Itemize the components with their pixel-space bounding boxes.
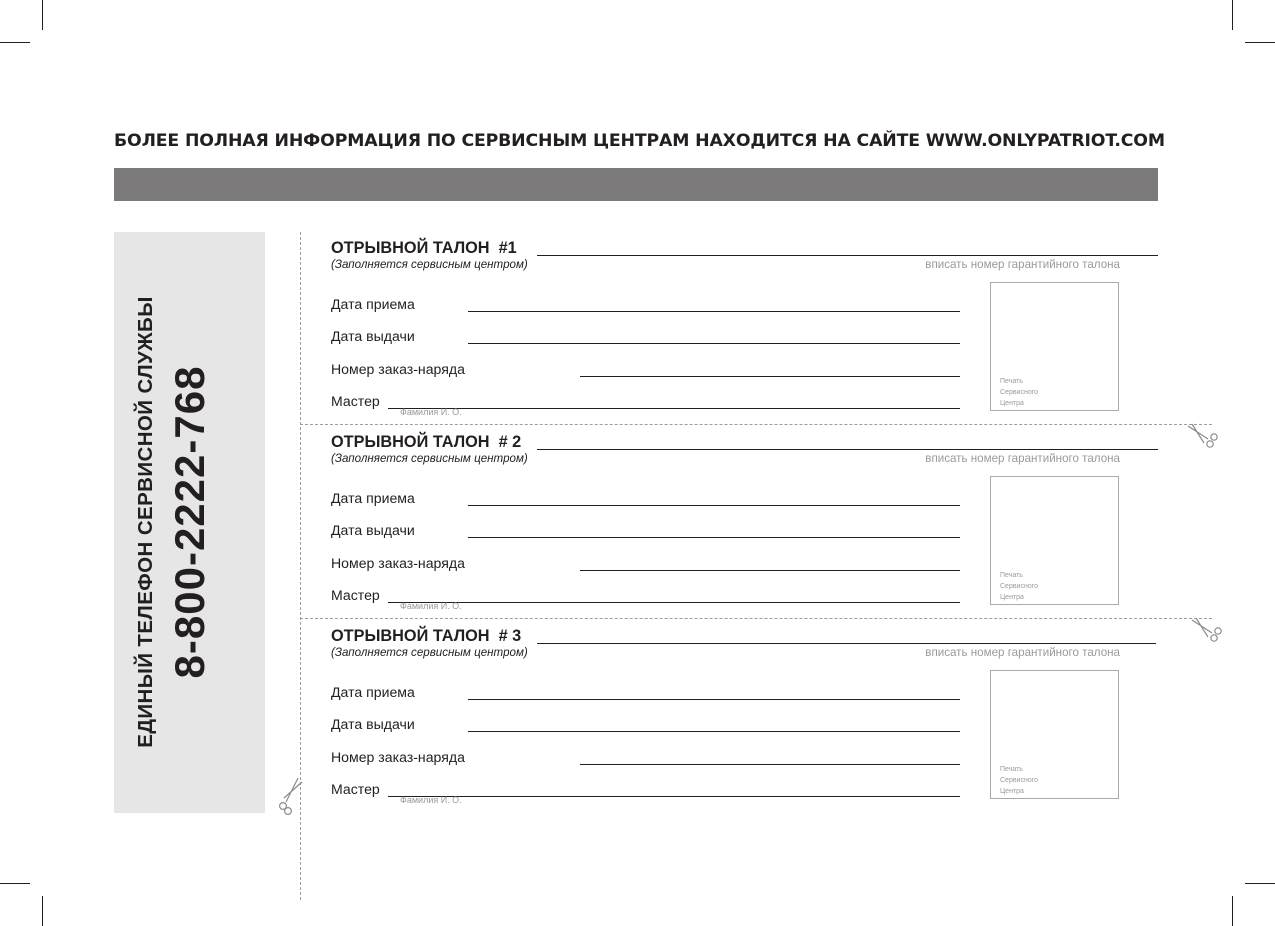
order-number-label: Номер заказ-наряда: [331, 361, 465, 377]
stamp-label: Центра: [1000, 594, 1024, 601]
warranty-number-hint: вписать номер гарантийного талона: [925, 646, 1120, 659]
stamp-box: [990, 476, 1119, 605]
stamp-label: Сервисного: [1000, 777, 1039, 784]
coupon-subtitle: (Заполняется сервисным центром): [331, 258, 528, 271]
stamp-label: Центра: [1000, 788, 1024, 795]
coupon-title: ОТРЫВНОЙ ТАЛОН # 3: [331, 627, 522, 645]
crop-mark: [1245, 883, 1275, 884]
issue-date-field[interactable]: [468, 731, 960, 732]
stamp-label: Печать: [1000, 378, 1023, 385]
receive-date-label: Дата приема: [331, 684, 415, 700]
warranty-number-hint: вписать номер гарантийного талона: [925, 452, 1120, 465]
order-number-field[interactable]: [580, 764, 960, 765]
scissors-icon: [276, 776, 306, 816]
coupon-title: ОТРЫВНОЙ ТАЛОН # 2: [331, 433, 522, 451]
scissors-icon: [1186, 422, 1220, 452]
crop-mark: [42, 0, 43, 30]
stamp-label: Печать: [1000, 572, 1023, 579]
service-info-heading: БОЛЕЕ ПОЛНАЯ ИНФОРМАЦИЯ ПО СЕРВИСНЫМ ЦЕНТРАМ НАХОДИТСЯ НА САЙТЕ WWW.ONLYPATRIOT.COM: [114, 131, 1165, 151]
crop-mark: [42, 896, 43, 926]
order-number-field[interactable]: [580, 570, 960, 571]
crop-mark: [0, 42, 30, 43]
master-name-hint: Фамилия И. О.: [400, 407, 462, 417]
coupon-subtitle: (Заполняется сервисным центром): [331, 646, 528, 659]
coupon-subtitle: (Заполняется сервисным центром): [331, 452, 528, 465]
scissors-icon: [1190, 616, 1224, 646]
master-field[interactable]: [388, 408, 960, 409]
issue-date-field[interactable]: [468, 537, 960, 538]
crop-mark: [0, 883, 30, 884]
order-number-label: Номер заказ-наряда: [331, 749, 465, 765]
service-phone-number: 8-800-2222-768: [166, 365, 213, 679]
crop-mark: [1245, 42, 1275, 43]
warranty-number-hint: вписать номер гарантийного талона: [925, 258, 1120, 271]
stamp-label: Сервисного: [1000, 389, 1039, 396]
issue-date-label: Дата выдачи: [331, 716, 415, 732]
master-label: Мастер: [331, 587, 380, 603]
receive-date-field[interactable]: [468, 699, 960, 700]
master-label: Мастер: [331, 781, 380, 797]
issue-date-label: Дата выдачи: [331, 522, 415, 538]
horizontal-cut-line: [300, 618, 1212, 619]
master-field[interactable]: [388, 796, 960, 797]
stamp-label: Центра: [1000, 400, 1024, 407]
receive-date-label: Дата приема: [331, 296, 415, 312]
header-bar: [114, 168, 1158, 201]
service-phone-panel: [114, 232, 265, 813]
stamp-label: Печать: [1000, 766, 1023, 773]
issue-date-field[interactable]: [468, 343, 960, 344]
order-number-label: Номер заказ-наряда: [331, 555, 465, 571]
coupon-number-line[interactable]: [537, 255, 1158, 256]
issue-date-label: Дата выдачи: [331, 328, 415, 344]
horizontal-cut-line: [300, 424, 1212, 425]
master-name-hint: Фамилия И. О.: [400, 601, 462, 611]
coupon-title: ОТРЫВНОЙ ТАЛОН #1: [331, 239, 517, 257]
receive-date-field[interactable]: [468, 505, 960, 506]
crop-mark: [1232, 0, 1233, 30]
receive-date-field[interactable]: [468, 311, 960, 312]
stamp-box: [990, 282, 1119, 411]
service-phone-label: ЕДИНЫЙ ТЕЛЕФОН СЕРВИСНОЙ СЛУЖБЫ: [134, 296, 157, 748]
service-phone-block: [119, 232, 259, 813]
stamp-box: [990, 670, 1119, 799]
tear-off-coupon-2: [331, 433, 1161, 613]
receive-date-label: Дата приема: [331, 490, 415, 506]
order-number-field[interactable]: [580, 376, 960, 377]
crop-mark: [1232, 896, 1233, 926]
master-name-hint: Фамилия И. О.: [400, 795, 462, 805]
master-label: Мастер: [331, 393, 380, 409]
tear-off-coupon-1: [331, 239, 1161, 419]
tear-off-coupon-3: [331, 627, 1161, 807]
master-field[interactable]: [388, 602, 960, 603]
coupon-number-line[interactable]: [537, 449, 1158, 450]
coupon-number-line[interactable]: [537, 643, 1156, 644]
stamp-label: Сервисного: [1000, 583, 1039, 590]
